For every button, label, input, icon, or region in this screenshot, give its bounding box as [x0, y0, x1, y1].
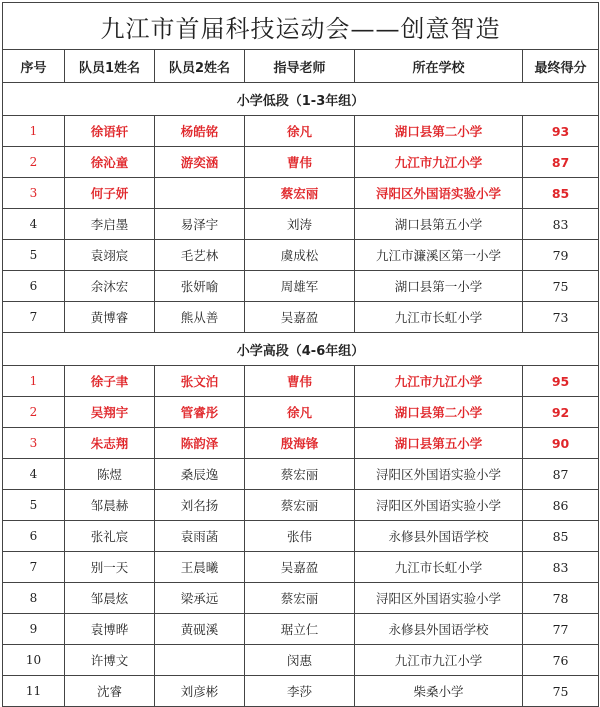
cell-score: 78 [523, 583, 599, 614]
cell-score: 95 [523, 366, 599, 397]
cell-index: 6 [3, 521, 65, 552]
cell-score: 87 [523, 459, 599, 490]
cell-teacher: 蔡宏丽 [245, 583, 355, 614]
cell-member1: 吴翔宇 [65, 397, 155, 428]
cell-school: 九江市九江小学 [355, 147, 523, 178]
cell-teacher: 吴嘉盈 [245, 552, 355, 583]
header-school: 所在学校 [355, 50, 523, 83]
cell-member1: 别一天 [65, 552, 155, 583]
cell-school: 湖口县第五小学 [355, 428, 523, 459]
cell-member2: 刘彦彬 [155, 676, 245, 707]
cell-member2: 王晨曦 [155, 552, 245, 583]
cell-member2: 杨皓铭 [155, 116, 245, 147]
cell-index: 7 [3, 302, 65, 333]
cell-member2: 游奕涵 [155, 147, 245, 178]
cell-school: 浔阳区外国语实验小学 [355, 583, 523, 614]
table-row [3, 583, 599, 614]
table-body [3, 3, 599, 707]
cell-member1: 徐子聿 [65, 366, 155, 397]
header-index: 序号 [3, 50, 65, 83]
results-sheet [2, 2, 598, 707]
cell-teacher: 刘涛 [245, 209, 355, 240]
header-score: 最终得分 [523, 50, 599, 83]
cell-score: 76 [523, 645, 599, 676]
cell-member2 [155, 178, 245, 209]
cell-school: 浔阳区外国语实验小学 [355, 459, 523, 490]
cell-teacher: 李莎 [245, 676, 355, 707]
cell-teacher: 蔡宏丽 [245, 459, 355, 490]
cell-index: 1 [3, 116, 65, 147]
table-row [3, 614, 599, 645]
results-table [2, 2, 599, 707]
cell-teacher: 虞成松 [245, 240, 355, 271]
cell-teacher: 蔡宏丽 [245, 490, 355, 521]
cell-member2: 张文泊 [155, 366, 245, 397]
cell-index: 7 [3, 552, 65, 583]
cell-member2: 刘名扬 [155, 490, 245, 521]
cell-score: 79 [523, 240, 599, 271]
table-row [3, 178, 599, 209]
cell-score: 93 [523, 116, 599, 147]
cell-index: 11 [3, 676, 65, 707]
table-row [3, 459, 599, 490]
header-member1: 队员1姓名 [65, 50, 155, 83]
cell-score: 77 [523, 614, 599, 645]
section-row [3, 333, 599, 366]
cell-member1: 张礼宸 [65, 521, 155, 552]
cell-school: 柴桑小学 [355, 676, 523, 707]
cell-index: 5 [3, 490, 65, 521]
cell-member2: 袁雨菡 [155, 521, 245, 552]
cell-member1: 徐沁童 [65, 147, 155, 178]
cell-teacher: 吴嘉盈 [245, 302, 355, 333]
cell-score: 83 [523, 209, 599, 240]
cell-score: 85 [523, 521, 599, 552]
cell-school: 九江市九江小学 [355, 645, 523, 676]
cell-school: 九江市九江小学 [355, 366, 523, 397]
header-member2: 队员2姓名 [155, 50, 245, 83]
cell-score: 85 [523, 178, 599, 209]
cell-score: 73 [523, 302, 599, 333]
cell-member1: 袁翊宸 [65, 240, 155, 271]
cell-member2: 管睿彤 [155, 397, 245, 428]
section-label: 小学低段（1-3年组） [3, 83, 599, 116]
cell-school: 湖口县第五小学 [355, 209, 523, 240]
cell-member1: 黄博睿 [65, 302, 155, 333]
table-row [3, 240, 599, 271]
cell-score: 87 [523, 147, 599, 178]
cell-member2: 陈韵泽 [155, 428, 245, 459]
table-row [3, 552, 599, 583]
cell-teacher: 徐凡 [245, 397, 355, 428]
table-row [3, 521, 599, 552]
cell-member1: 徐语轩 [65, 116, 155, 147]
cell-teacher: 闵惠 [245, 645, 355, 676]
cell-score: 86 [523, 490, 599, 521]
cell-school: 九江市长虹小学 [355, 552, 523, 583]
cell-school: 永修县外国语学校 [355, 614, 523, 645]
cell-teacher: 琚立仁 [245, 614, 355, 645]
cell-school: 湖口县第二小学 [355, 397, 523, 428]
cell-school: 九江市濂溪区第一小学 [355, 240, 523, 271]
cell-score: 83 [523, 552, 599, 583]
cell-score: 90 [523, 428, 599, 459]
cell-school: 湖口县第二小学 [355, 116, 523, 147]
cell-index: 4 [3, 209, 65, 240]
table-row [3, 676, 599, 707]
cell-teacher: 蔡宏丽 [245, 178, 355, 209]
cell-index: 9 [3, 614, 65, 645]
header-row [3, 50, 599, 83]
section-label: 小学高段（4-6年组） [3, 333, 599, 366]
cell-school: 浔阳区外国语实验小学 [355, 178, 523, 209]
cell-teacher: 张伟 [245, 521, 355, 552]
cell-index: 6 [3, 271, 65, 302]
cell-index: 3 [3, 428, 65, 459]
cell-member1: 朱志翔 [65, 428, 155, 459]
cell-index: 10 [3, 645, 65, 676]
cell-member1: 邹晨赫 [65, 490, 155, 521]
cell-member2: 张妍喻 [155, 271, 245, 302]
cell-member1: 陈煜 [65, 459, 155, 490]
header-teacher: 指导老师 [245, 50, 355, 83]
cell-member2: 桑辰逸 [155, 459, 245, 490]
cell-member2: 毛艺林 [155, 240, 245, 271]
cell-teacher: 曹伟 [245, 366, 355, 397]
table-row [3, 428, 599, 459]
cell-teacher: 殷海锋 [245, 428, 355, 459]
cell-school: 湖口县第一小学 [355, 271, 523, 302]
cell-member2 [155, 645, 245, 676]
cell-index: 2 [3, 397, 65, 428]
cell-index: 1 [3, 366, 65, 397]
table-row [3, 209, 599, 240]
cell-school: 九江市长虹小学 [355, 302, 523, 333]
cell-member2: 熊从善 [155, 302, 245, 333]
page-title: 九江市首届科技运动会——创意智造 [3, 3, 599, 50]
table-row [3, 271, 599, 302]
cell-index: 3 [3, 178, 65, 209]
cell-index: 2 [3, 147, 65, 178]
cell-teacher: 周雄军 [245, 271, 355, 302]
table-row [3, 397, 599, 428]
cell-score: 92 [523, 397, 599, 428]
cell-member2: 黄砚溪 [155, 614, 245, 645]
section-row [3, 83, 599, 116]
cell-index: 4 [3, 459, 65, 490]
table-row [3, 366, 599, 397]
cell-member1: 李启墨 [65, 209, 155, 240]
cell-index: 5 [3, 240, 65, 271]
table-row [3, 645, 599, 676]
cell-member2: 梁承远 [155, 583, 245, 614]
cell-member1: 何子妍 [65, 178, 155, 209]
table-row [3, 490, 599, 521]
cell-member1: 袁博晔 [65, 614, 155, 645]
cell-member1: 余沐宏 [65, 271, 155, 302]
cell-school: 永修县外国语学校 [355, 521, 523, 552]
table-row [3, 302, 599, 333]
cell-member1: 沈睿 [65, 676, 155, 707]
cell-member1: 邹晨炫 [65, 583, 155, 614]
cell-member1: 许博文 [65, 645, 155, 676]
table-row [3, 116, 599, 147]
cell-index: 8 [3, 583, 65, 614]
cell-score: 75 [523, 271, 599, 302]
cell-teacher: 曹伟 [245, 147, 355, 178]
cell-member2: 易泽宇 [155, 209, 245, 240]
table-row [3, 147, 599, 178]
cell-school: 浔阳区外国语实验小学 [355, 490, 523, 521]
cell-score: 75 [523, 676, 599, 707]
cell-teacher: 徐凡 [245, 116, 355, 147]
